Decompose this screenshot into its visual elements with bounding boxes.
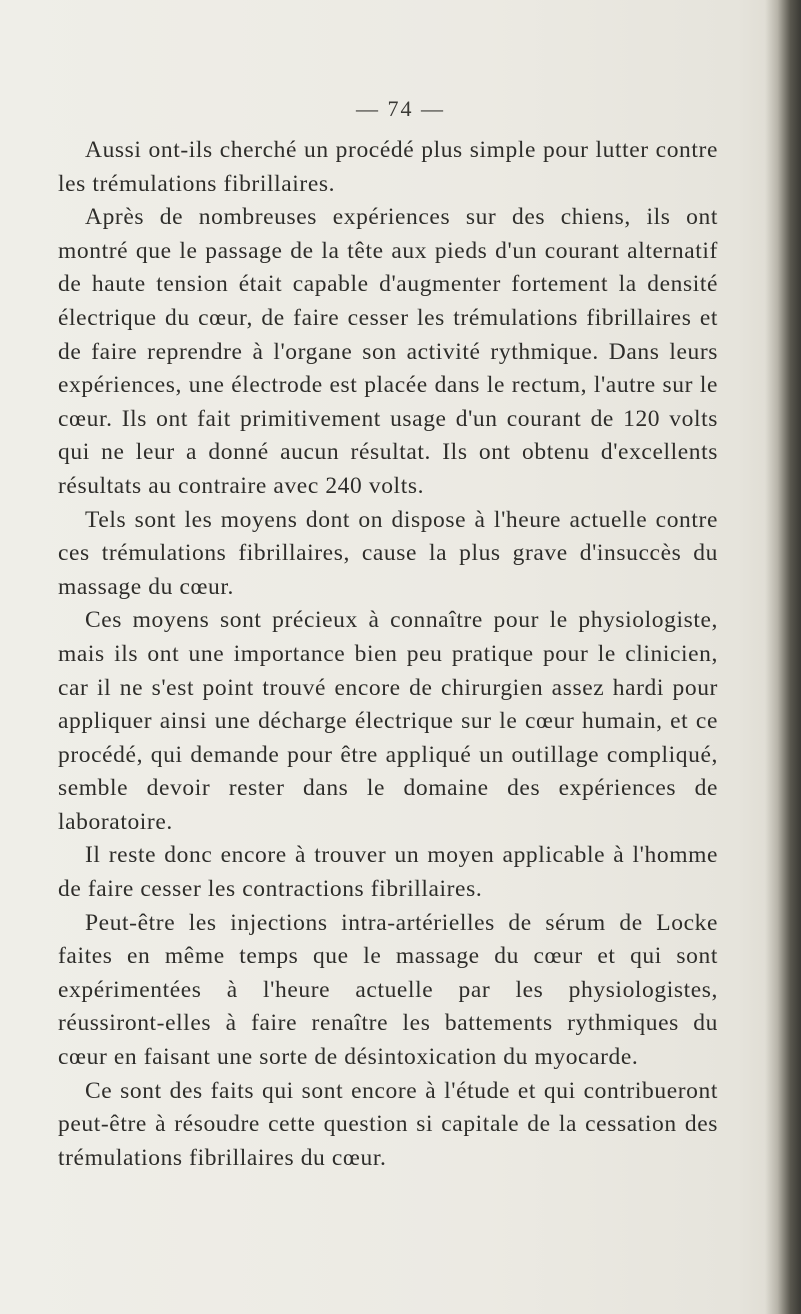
paragraph-6: Peut-être les injections intra-artérielles de sérum de Locke faites en même temps que le massage du cœur et qui sont expérimentées à l'heure actuelle par les physiologistes, réussiront-elles à faire renaître les battements rythmiques du cœur en faisant une sorte de désintoxication du myocarde. [58, 909, 718, 1071]
paragraph-5: Il reste donc encore à trouver un moyen applicable à l'homme de faire cesser les contractions fibrillaires. [58, 842, 718, 903]
paragraph-4: Ces moyens sont précieux à connaître pour le physiologiste, mais ils ont une importance bien peu pratique pour le clinicien, car il ne s'est point trouvé encore de chirurgien assez hardi pour appliquer ainsi une décharge électrique sur le cœur humain, et ce procédé, qui demande pour être appliqué un outillage compliqué, semble devoir rester dans le domaine des expériences de laboratoire. [58, 607, 718, 835]
book-spine-shadow [765, 0, 801, 1314]
paragraph-2: Après de nombreuses expériences sur des chiens, ils ont montré que le passage de la tête aux pieds d'un courant alternatif de haute tension était capable d'augmenter fortement la densité électrique du cœur, de faire cesser les trémulations fibrillaires et de faire reprendre à l'organe son activité rythmique. Dans leurs expériences, une électrode est placée dans le rectum, l'autre sur le cœur. Ils ont fait primitivement usage d'un courant de 120 volts qui ne leur a donné aucun résultat. Ils ont obtenu d'excellents résultats au contraire avec 240 volts. [58, 204, 718, 499]
body-text [58, 134, 718, 1175]
paragraph-7: Ce sont des faits qui sont encore à l'étude et qui contribueront peut-être à résoudre cette question si capitale de la cessation des trémulations fibrillaires du cœur. [58, 1077, 718, 1171]
page-number: — 74 — [356, 96, 445, 121]
paragraph-1: Aussi ont-ils cherché un procédé plus simple pour lutter contre les trémulations fibrillaires. [58, 137, 718, 197]
paragraph-3: Tels sont les moyens dont on dispose à l'heure actuelle contre ces trémulations fibrillaires, cause la plus grave d'insuccès du massage du cœur. [58, 506, 718, 600]
